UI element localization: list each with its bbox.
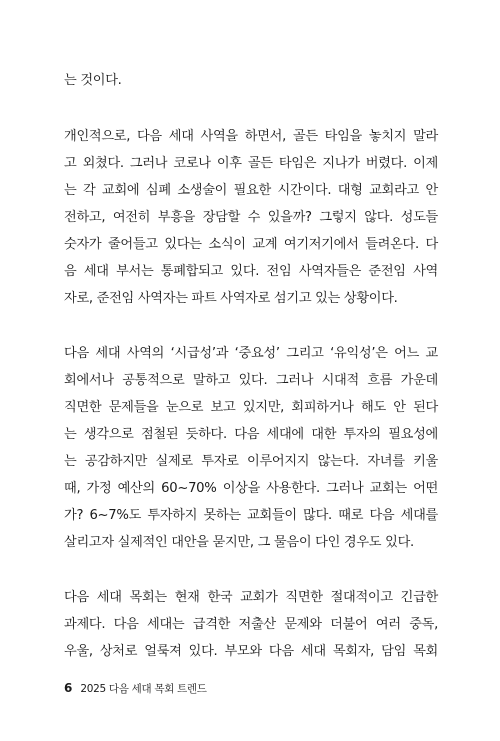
paragraph-4-line-2: 과제다. 다음 세대는 급격한 저출산 문제와 더불어 여러 중독, bbox=[64, 617, 438, 632]
paragraph-3-line-6: 때, 가정 예산의 60~70% 이상을 사용한다. 그러나 교회는 어떤 bbox=[64, 481, 438, 496]
paragraph-2-line-5: 숫자가 줄어들고 있다는 소식이 교계 여기저기에서 들려온다. 다 bbox=[64, 237, 438, 252]
paragraph-3-line-7: 가? 6~7%도 투자하지 못하는 교회들이 많다. 때로 다음 세대를 bbox=[64, 508, 438, 523]
running-title: 2025 다음 세대 목회 트렌드 bbox=[80, 683, 207, 695]
paragraph-4-line-3: 우울, 상처로 얼룩져 있다. 부모와 다음 세대 목회자, 담임 목회 bbox=[64, 644, 438, 659]
paragraph-3-line-2: 회에서나 공통적으로 말하고 있다. 그러나 시대적 흐름 가운데 bbox=[64, 373, 438, 388]
page-number: 6 bbox=[64, 681, 73, 695]
paragraph-4-line-1: 다음 세대 목회는 현재 한국 교회가 직면한 절대적이고 긴급한 bbox=[64, 590, 438, 605]
paragraph-3-line-4: 는 생각으로 점철된 듯하다. 다음 세대에 대한 투자의 필요성에 bbox=[64, 427, 438, 442]
paragraph-3-line-8: 살리고자 실제적인 대안을 묻지만, 그 물음이 다인 경우도 있다. bbox=[64, 535, 414, 550]
paragraph-2-line-7: 자로, 준전임 사역자는 파트 사역자로 섬기고 있는 상황이다. bbox=[64, 291, 398, 306]
paragraph-3-line-5: 는 공감하지만 실제로 투자로 이루어지지 않는다. 자녀를 키울 bbox=[64, 454, 438, 469]
paragraph-3-line-1: 다음 세대 사역의 ‘시급성’과 ‘중요성’ 그리고 ‘유익성’은 어느 교 bbox=[64, 346, 438, 361]
paragraph-2-line-2: 고 외쳤다. 그러나 코로나 이후 골든 타임은 지나가 버렸다. 이제 bbox=[64, 156, 438, 171]
paragraph-2-line-1: 개인적으로, 다음 세대 사역을 하면서, 골든 타임을 놓치지 말라 bbox=[64, 129, 438, 144]
page-footer bbox=[64, 681, 207, 696]
paragraph-3-line-3: 직면한 문제들을 눈으로 보고 있지만, 회피하거나 해도 안 된다 bbox=[64, 400, 438, 415]
paragraph-1-line-1: 는 것이다. bbox=[64, 73, 122, 88]
paragraph-2-line-4: 전하고, 여전히 부흥을 장담할 수 있을까? 그렇지 않다. 성도들 bbox=[64, 210, 438, 225]
paragraph-2-line-3: 는 각 교회에 심폐 소생술이 필요한 시간이다. 대형 교회라고 안 bbox=[64, 183, 438, 198]
paragraph-2-line-6: 음 세대 부서는 통폐합되고 있다. 전임 사역자들은 준전임 사역 bbox=[64, 264, 438, 279]
